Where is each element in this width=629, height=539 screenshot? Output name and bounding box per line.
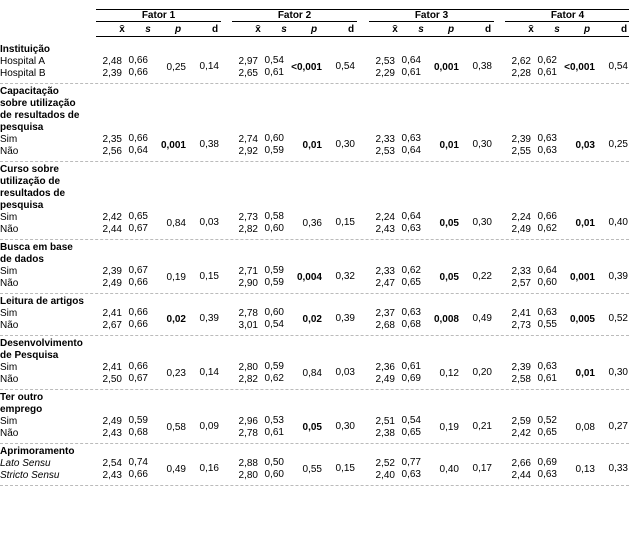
row-label: Não — [0, 224, 19, 235]
mean-value: 2,37 — [375, 308, 395, 319]
sd-value: 0,69 — [537, 457, 557, 468]
p-value: 0,55 — [302, 464, 322, 475]
p-value: 0,05 — [439, 218, 459, 229]
row-separator — [0, 335, 629, 336]
mean-value: 2,54 — [102, 458, 122, 469]
mean-value: 2,48 — [102, 56, 122, 67]
subheader-sd: s — [418, 24, 424, 35]
mean-value: 2,50 — [102, 374, 122, 385]
mean-value: 2,51 — [375, 416, 395, 427]
mean-value: 2,56 — [102, 146, 122, 157]
sd-value: 0,63 — [537, 361, 557, 372]
p-value: <0,001 — [291, 62, 322, 73]
sd-value: 0,64 — [401, 145, 421, 156]
effect-size-value: 0,15 — [335, 463, 355, 474]
mean-value: 2,41 — [102, 308, 122, 319]
factor-header: Fator 1 — [141, 10, 176, 21]
row-separator — [0, 161, 629, 162]
subheader-mean: x̄ — [392, 24, 398, 35]
factor-header: Fator 4 — [550, 10, 585, 21]
sd-value: 0,54 — [401, 415, 421, 426]
row-label: Sim — [0, 134, 18, 145]
subheader-mean: x̄ — [528, 24, 534, 35]
row-separator — [0, 83, 629, 84]
subheader-d: d — [484, 24, 492, 35]
sd-value: 0,68 — [128, 427, 148, 438]
sd-value: 0,67 — [128, 373, 148, 384]
subheader-sd: s — [554, 24, 560, 35]
mean-value: 2,97 — [238, 56, 258, 67]
p-value: 0,05 — [302, 422, 322, 433]
effect-size-value: 0,09 — [199, 421, 219, 432]
p-value: 0,84 — [302, 368, 322, 379]
mean-value: 2,43 — [102, 428, 122, 439]
sd-value: 0,67 — [128, 265, 148, 276]
mean-value: 2,49 — [511, 224, 531, 235]
mean-value: 2,42 — [102, 212, 122, 223]
factor-header: Fator 3 — [414, 10, 449, 21]
row-separator — [0, 443, 629, 444]
sd-value: 0,74 — [128, 457, 148, 468]
mean-value: 2,58 — [511, 374, 531, 385]
sd-value: 0,64 — [401, 55, 421, 66]
row-label: Stricto Sensu — [0, 470, 60, 481]
sd-value: 0,62 — [401, 265, 421, 276]
p-value: 0,12 — [439, 368, 459, 379]
sd-value: 0,60 — [264, 469, 284, 480]
mean-value: 2,92 — [238, 146, 258, 157]
sd-value: 0,65 — [128, 211, 148, 222]
group-title: pesquisa — [0, 122, 44, 133]
mean-value: 2,38 — [375, 428, 395, 439]
factor-underline — [96, 21, 221, 22]
effect-size-value: 0,15 — [335, 217, 355, 228]
sd-value: 0,59 — [128, 415, 148, 426]
group-title: Busca em base — [0, 242, 73, 253]
mean-value: 2,90 — [238, 278, 258, 289]
effect-size-value: 0,38 — [472, 61, 492, 72]
p-value: 0,004 — [296, 272, 322, 283]
mean-value: 2,82 — [238, 224, 258, 235]
effect-size-value: 0,33 — [608, 463, 628, 474]
row-label: Não — [0, 374, 19, 385]
effect-size-value: 0,30 — [608, 367, 628, 378]
mean-value: 2,43 — [375, 224, 395, 235]
sd-value: 0,59 — [264, 265, 284, 276]
mean-value: 2,39 — [511, 134, 531, 145]
sd-value: 0,54 — [264, 55, 284, 66]
row-separator — [0, 389, 629, 390]
mean-value: 2,78 — [238, 428, 258, 439]
p-value: 0,03 — [575, 140, 595, 151]
effect-size-value: 0,39 — [335, 313, 355, 324]
mean-value: 2,49 — [102, 416, 122, 427]
p-value: 0,001 — [160, 140, 186, 151]
subheader-p: p — [174, 24, 182, 35]
sd-value: 0,52 — [537, 415, 557, 426]
mean-value: 2,96 — [238, 416, 258, 427]
effect-size-value: 0,49 — [472, 313, 492, 324]
sd-value: 0,66 — [128, 319, 148, 330]
row-label: Não — [0, 146, 19, 157]
group-title: Leitura de artigos — [0, 296, 84, 307]
p-value: 0,05 — [439, 272, 459, 283]
effect-size-value: 0,38 — [199, 139, 219, 150]
sd-value: 0,61 — [401, 67, 421, 78]
effect-size-value: 0,22 — [472, 271, 492, 282]
p-value: 0,01 — [439, 140, 459, 151]
sd-value: 0,66 — [128, 361, 148, 372]
mean-value: 2,55 — [511, 146, 531, 157]
header-rule — [96, 36, 629, 37]
mean-value: 2,39 — [102, 266, 122, 277]
subheader-sd: s — [281, 24, 287, 35]
group-title: de resultados de — [0, 110, 80, 121]
effect-size-value: 0,30 — [472, 217, 492, 228]
mean-value: 2,33 — [511, 266, 531, 277]
group-title: sobre utilização — [0, 98, 76, 109]
group-title: Curso sobre — [0, 164, 59, 175]
row-label: Não — [0, 428, 19, 439]
effect-size-value: 0,25 — [608, 139, 628, 150]
sd-value: 0,58 — [264, 211, 284, 222]
group-title: Instituição — [0, 44, 51, 55]
effect-size-value: 0,15 — [199, 271, 219, 282]
row-label: Lato Sensu — [0, 458, 51, 469]
sd-value: 0,63 — [401, 469, 421, 480]
sd-value: 0,62 — [537, 223, 557, 234]
subheader-sd: s — [145, 24, 151, 35]
sd-value: 0,66 — [128, 469, 148, 480]
sd-value: 0,63 — [537, 469, 557, 480]
effect-size-value: 0,30 — [335, 139, 355, 150]
row-label: Não — [0, 278, 19, 289]
effect-size-value: 0,52 — [608, 313, 628, 324]
sd-value: 0,63 — [537, 145, 557, 156]
row-separator — [0, 485, 629, 486]
sd-value: 0,63 — [537, 133, 557, 144]
mean-value: 2,33 — [375, 266, 395, 277]
effect-size-value: 0,40 — [608, 217, 628, 228]
row-label: Hospital B — [0, 68, 46, 79]
p-value: 0,01 — [302, 140, 322, 151]
p-value: 0,19 — [439, 422, 459, 433]
p-value: 0,23 — [166, 368, 186, 379]
group-title: utilização de — [0, 176, 61, 187]
effect-size-value: 0,16 — [199, 463, 219, 474]
row-separator — [0, 293, 629, 294]
sd-value: 0,54 — [264, 319, 284, 330]
p-value: 0,008 — [433, 314, 459, 325]
mean-value: 2,24 — [511, 212, 531, 223]
sd-value: 0,63 — [401, 133, 421, 144]
effect-size-value: 0,32 — [335, 271, 355, 282]
group-title: resultados de — [0, 188, 66, 199]
sd-value: 0,62 — [537, 55, 557, 66]
sd-value: 0,59 — [264, 361, 284, 372]
effect-size-value: 0,21 — [472, 421, 492, 432]
sd-value: 0,60 — [264, 223, 284, 234]
subheader-d: d — [620, 24, 628, 35]
p-value: 0,01 — [575, 218, 595, 229]
mean-value: 2,41 — [102, 362, 122, 373]
group-title: Capacitação — [0, 86, 59, 97]
sd-value: 0,66 — [128, 55, 148, 66]
mean-value: 2,47 — [375, 278, 395, 289]
subheader-p: p — [447, 24, 455, 35]
mean-value: 2,40 — [375, 470, 395, 481]
sd-value: 0,61 — [264, 427, 284, 438]
mean-value: 2,67 — [102, 320, 122, 331]
sd-value: 0,65 — [537, 427, 557, 438]
group-title: emprego — [0, 404, 43, 415]
sd-value: 0,63 — [537, 307, 557, 318]
sd-value: 0,66 — [128, 67, 148, 78]
sd-value: 0,63 — [401, 223, 421, 234]
mean-value: 2,65 — [238, 68, 258, 79]
mean-value: 2,44 — [511, 470, 531, 481]
p-value: <0,001 — [564, 62, 595, 73]
row-label: Sim — [0, 266, 18, 277]
mean-value: 2,41 — [511, 308, 531, 319]
mean-value: 2,29 — [375, 68, 395, 79]
row-label: Sim — [0, 212, 18, 223]
row-label: Não — [0, 320, 19, 331]
sd-value: 0,59 — [264, 145, 284, 156]
mean-value: 2,62 — [511, 56, 531, 67]
p-value: 0,001 — [433, 62, 459, 73]
sd-value: 0,60 — [264, 133, 284, 144]
subheader-p: p — [583, 24, 591, 35]
sd-value: 0,66 — [537, 211, 557, 222]
sd-value: 0,69 — [401, 373, 421, 384]
mean-value: 2,82 — [238, 374, 258, 385]
row-label: Sim — [0, 416, 18, 427]
p-value: 0,001 — [569, 272, 595, 283]
mean-value: 2,49 — [102, 278, 122, 289]
group-title: Desenvolvimento — [0, 338, 83, 349]
mean-value: 2,53 — [375, 56, 395, 67]
effect-size-value: 0,30 — [335, 421, 355, 432]
mean-value: 2,68 — [375, 320, 395, 331]
sd-value: 0,66 — [128, 277, 148, 288]
mean-value: 2,80 — [238, 470, 258, 481]
sd-value: 0,77 — [401, 457, 421, 468]
mean-value: 2,43 — [102, 470, 122, 481]
mean-value: 2,35 — [102, 134, 122, 145]
p-value: 0,02 — [302, 314, 322, 325]
p-value: 0,02 — [166, 314, 186, 325]
sd-value: 0,65 — [401, 427, 421, 438]
mean-value: 2,53 — [375, 146, 395, 157]
p-value: 0,19 — [166, 272, 186, 283]
sd-value: 0,63 — [401, 307, 421, 318]
sd-value: 0,67 — [128, 223, 148, 234]
mean-value: 2,24 — [375, 212, 395, 223]
effect-size-value: 0,30 — [472, 139, 492, 150]
top-rule — [96, 9, 629, 10]
sd-value: 0,62 — [264, 373, 284, 384]
sd-value: 0,64 — [128, 145, 148, 156]
sd-value: 0,53 — [264, 415, 284, 426]
mean-value: 2,39 — [511, 362, 531, 373]
factor-header: Fator 2 — [277, 10, 312, 21]
sd-value: 0,61 — [264, 67, 284, 78]
sd-value: 0,59 — [264, 277, 284, 288]
group-title: Aprimoramento — [0, 446, 75, 457]
p-value: 0,36 — [302, 218, 322, 229]
group-title: de dados — [0, 254, 44, 265]
factor-underline — [232, 21, 357, 22]
mean-value: 2,78 — [238, 308, 258, 319]
p-value: 0,49 — [166, 464, 186, 475]
mean-value: 3,01 — [238, 320, 258, 331]
sd-value: 0,61 — [537, 67, 557, 78]
sd-value: 0,60 — [264, 307, 284, 318]
mean-value: 2,88 — [238, 458, 258, 469]
effect-size-value: 0,39 — [608, 271, 628, 282]
effect-size-value: 0,39 — [199, 313, 219, 324]
mean-value: 2,52 — [375, 458, 395, 469]
effect-size-value: 0,54 — [335, 61, 355, 72]
sd-value: 0,64 — [401, 211, 421, 222]
mean-value: 2,59 — [511, 416, 531, 427]
mean-value: 2,49 — [375, 374, 395, 385]
p-value: 0,25 — [166, 62, 186, 73]
sd-value: 0,55 — [537, 319, 557, 330]
group-title: Ter outro — [0, 392, 44, 403]
sd-value: 0,65 — [401, 277, 421, 288]
effect-size-value: 0,03 — [335, 367, 355, 378]
p-value: 0,84 — [166, 218, 186, 229]
mean-value: 2,44 — [102, 224, 122, 235]
effect-size-value: 0,14 — [199, 367, 219, 378]
p-value: 0,01 — [575, 368, 595, 379]
subheader-p: p — [310, 24, 318, 35]
row-label: Hospital A — [0, 56, 46, 67]
effect-size-value: 0,14 — [199, 61, 219, 72]
p-value: 0,005 — [569, 314, 595, 325]
group-title: de Pesquisa — [0, 350, 59, 361]
group-title: pesquisa — [0, 200, 44, 211]
sd-value: 0,66 — [128, 307, 148, 318]
mean-value: 2,80 — [238, 362, 258, 373]
sd-value: 0,66 — [128, 133, 148, 144]
subheader-mean: x̄ — [255, 24, 261, 35]
mean-value: 2,28 — [511, 68, 531, 79]
mean-value: 2,57 — [511, 278, 531, 289]
p-value: 0,58 — [166, 422, 186, 433]
sd-value: 0,68 — [401, 319, 421, 330]
factor-underline — [369, 21, 494, 22]
mean-value: 2,33 — [375, 134, 395, 145]
subheader-d: d — [347, 24, 355, 35]
sd-value: 0,50 — [264, 457, 284, 468]
subheader-d: d — [211, 24, 219, 35]
row-separator — [0, 239, 629, 240]
mean-value: 2,66 — [511, 458, 531, 469]
effect-size-value: 0,03 — [199, 217, 219, 228]
effect-size-value: 0,20 — [472, 367, 492, 378]
mean-value: 2,71 — [238, 266, 258, 277]
sd-value: 0,64 — [537, 265, 557, 276]
sd-value: 0,61 — [401, 361, 421, 372]
mean-value: 2,36 — [375, 362, 395, 373]
effect-size-value: 0,17 — [472, 463, 492, 474]
row-label: Sim — [0, 362, 18, 373]
p-value: 0,08 — [575, 422, 595, 433]
effect-size-value: 0,27 — [608, 421, 628, 432]
row-label: Sim — [0, 308, 18, 319]
mean-value: 2,74 — [238, 134, 258, 145]
mean-value: 2,39 — [102, 68, 122, 79]
factor-underline — [505, 21, 629, 22]
mean-value: 2,73 — [238, 212, 258, 223]
mean-value: 2,42 — [511, 428, 531, 439]
sd-value: 0,61 — [537, 373, 557, 384]
effect-size-value: 0,54 — [608, 61, 628, 72]
mean-value: 2,73 — [511, 320, 531, 331]
subheader-mean: x̄ — [119, 24, 125, 35]
p-value: 0,40 — [439, 464, 459, 475]
sd-value: 0,60 — [537, 277, 557, 288]
p-value: 0,13 — [575, 464, 595, 475]
